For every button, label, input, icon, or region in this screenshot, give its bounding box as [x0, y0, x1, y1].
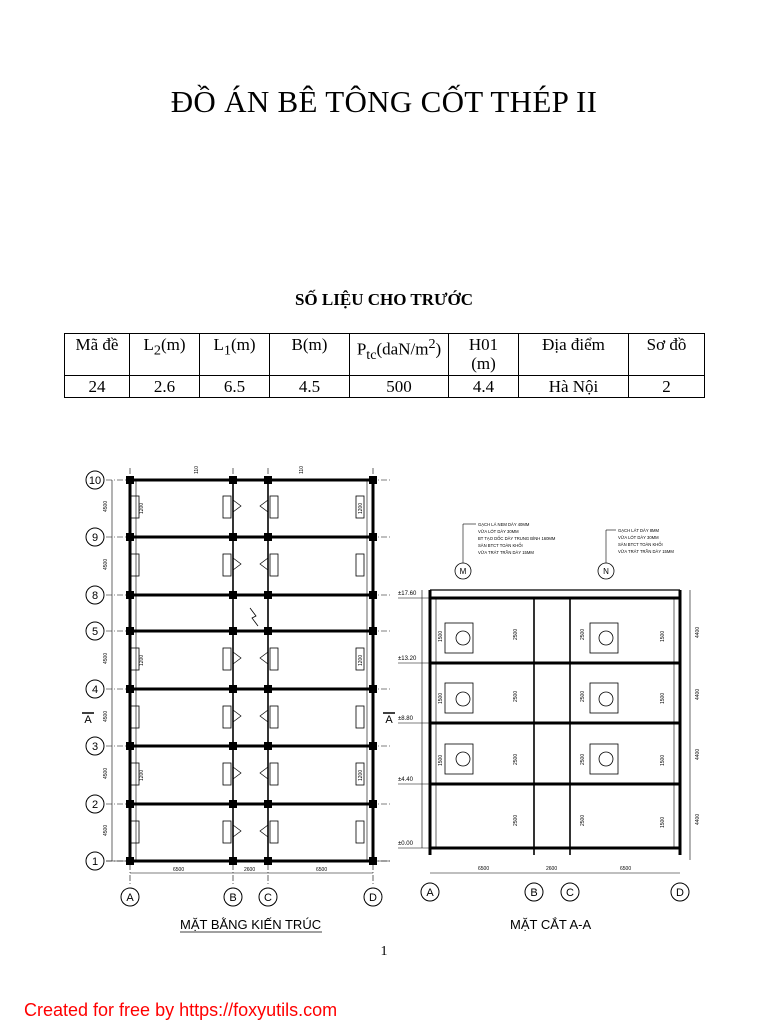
section-bubble-B: [525, 883, 543, 901]
grid-bubble-5: [86, 622, 104, 640]
svg-text:5: 5: [91, 626, 99, 638]
grid-bubble-10: [86, 471, 104, 489]
section-bubble-D: [671, 883, 689, 901]
svg-text:SÀN BTCT TOÀN KHỐI: SÀN BTCT TOÀN KHỐI: [618, 542, 663, 547]
section-bubble-A: [421, 883, 439, 901]
svg-text:B: B: [530, 887, 538, 899]
header-dia-diem: Địa điểm: [519, 334, 629, 376]
svg-text:1500: 1500: [660, 754, 666, 766]
cell-ma-de: 24: [65, 376, 130, 398]
header-l2: $L_2(m)$: [130, 334, 200, 376]
svg-text:D: D: [369, 892, 377, 904]
table-header-row: [65, 334, 705, 376]
svg-text:VỮA LÓT DÀY 30MM: VỮA LÓT DÀY 30MM: [618, 535, 659, 540]
plan-bay-dim: 4500: [103, 710, 109, 722]
svg-text:2500: 2500: [580, 690, 586, 702]
grid-bubble-3: [86, 737, 104, 755]
svg-text:A: A: [426, 887, 434, 899]
svg-text:C: C: [566, 887, 574, 899]
plan-bay-dim: 4500: [103, 558, 109, 570]
plan-window-dim: 1200: [358, 769, 364, 781]
cell-h01: 4.4: [449, 376, 519, 398]
grid-bubble-9: [86, 528, 104, 546]
svg-text:1500: 1500: [660, 630, 666, 642]
svg-text:2500: 2500: [513, 753, 519, 765]
header-b: B(m): [270, 334, 350, 376]
grid-bubble-A: [121, 888, 139, 906]
svg-text:VỮA TRÁT TRẦN DÀY 15MM: VỮA TRÁT TRẦN DÀY 15MM: [478, 550, 534, 555]
plan-window-dim: 1200: [139, 769, 145, 781]
svg-text:3: 3: [91, 741, 99, 753]
svg-text:±17.60: ±17.60: [398, 591, 417, 597]
plan-bay-dim: 4500: [103, 500, 109, 512]
marker-m: M: [459, 567, 467, 576]
cell-l1: 6.5: [200, 376, 270, 398]
svg-text:2: 2: [91, 799, 99, 811]
svg-text:±8.80: ±8.80: [398, 716, 413, 722]
header-h01: H01 (m): [449, 334, 519, 376]
svg-text:6500: 6500: [478, 866, 490, 872]
section-bubble-C: [561, 883, 579, 901]
plan-caption: MẶT BẰNG KIẾN TRÚC: [180, 917, 322, 932]
plan-dim-mid: 2600: [244, 867, 256, 873]
plan-dim-right: 6500: [316, 867, 328, 873]
svg-text:4400: 4400: [695, 748, 701, 760]
architectural-drawings: [0, 440, 768, 940]
plan-window-dim: 1200: [358, 502, 364, 514]
svg-text:1500: 1500: [438, 754, 444, 766]
svg-text:GẠCH LÁ NEM DÀY 40MM: GẠCH LÁ NEM DÀY 40MM: [478, 522, 530, 527]
svg-text:B: B: [229, 892, 237, 904]
legend-left: [478, 522, 556, 555]
svg-text:2600: 2600: [546, 866, 558, 872]
svg-text:D: D: [676, 887, 684, 899]
plan-bay-dim: 4500: [103, 652, 109, 664]
svg-text:1500: 1500: [438, 692, 444, 704]
svg-text:±0.00: ±0.00: [398, 841, 413, 847]
svg-text:BT TẠO DỐC DÀY TRUNG BÌNH 160M: BT TẠO DỐC DÀY TRUNG BÌNH 160MM: [478, 536, 556, 541]
svg-text:4400: 4400: [695, 813, 701, 825]
grid-bubble-2: [86, 795, 104, 813]
plan-drawing: [106, 468, 390, 885]
grid-bubble-B: [224, 888, 242, 906]
svg-text:9: 9: [91, 532, 99, 544]
svg-text:VỮA LÓT DÀY 30MM: VỮA LÓT DÀY 30MM: [478, 529, 519, 534]
svg-text:1500: 1500: [438, 630, 444, 642]
svg-text:GẠCH LÁT DÀY 8MM: GẠCH LÁT DÀY 8MM: [618, 528, 660, 533]
plan-bay-dim: 4500: [103, 824, 109, 836]
table-row: [65, 376, 705, 398]
cell-l2: 2.6: [130, 376, 200, 398]
section-mark-right: A: [385, 714, 393, 726]
footer-watermark[interactable]: Created for free by https://foxyutils.com: [24, 1000, 338, 1020]
svg-text:2500: 2500: [580, 814, 586, 826]
svg-text:10: 10: [88, 475, 102, 487]
grid-bubble-1: [86, 852, 104, 870]
svg-text:SÀN BTCT TOÀN KHỐI: SÀN BTCT TOÀN KHỐI: [478, 543, 523, 548]
document-title: ĐỒ ÁN BÊ TÔNG CỐT THÉP II: [170, 84, 598, 119]
cell-b: 4.5: [270, 376, 350, 398]
svg-text:4400: 4400: [695, 688, 701, 700]
svg-text:1500: 1500: [660, 692, 666, 704]
svg-text:4400: 4400: [695, 626, 701, 638]
input-data-table: [64, 333, 705, 398]
cell-dia-diem: Hà Nội: [519, 376, 629, 398]
svg-text:VỮA TRÁT TRẦN DÀY 15MM: VỮA TRÁT TRẦN DÀY 15MM: [618, 549, 674, 554]
plan-window-dim: 1200: [139, 502, 145, 514]
legend-right: [618, 528, 674, 554]
header-l1: $L_1(m)$: [200, 334, 270, 376]
grid-bubble-8: [86, 586, 104, 604]
grid-bubble-C: [259, 888, 277, 906]
svg-text:2500: 2500: [580, 628, 586, 640]
svg-text:2500: 2500: [513, 690, 519, 702]
header-ma-de: Mã đề: [65, 334, 130, 376]
plan-window-dim: 1200: [139, 654, 145, 666]
plan-beam-dim: 110: [194, 466, 200, 474]
svg-text:2500: 2500: [580, 753, 586, 765]
section-mark-left: A: [84, 714, 92, 726]
section-labels: [398, 522, 701, 872]
svg-text:6500: 6500: [620, 866, 632, 872]
svg-text:1500: 1500: [660, 816, 666, 828]
svg-text:C: C: [264, 892, 272, 904]
svg-text:2500: 2500: [513, 628, 519, 640]
section-subtitle: SỐ LIỆU CHO TRƯỚC: [294, 290, 474, 309]
svg-text:4: 4: [91, 684, 99, 696]
plan-dim-left: 6500: [173, 867, 185, 873]
cell-ptc: 500: [350, 376, 449, 398]
header-so-do: Sơ đồ: [629, 334, 705, 376]
grid-bubble-4: [86, 680, 104, 698]
svg-text:1: 1: [91, 856, 99, 868]
marker-n: N: [603, 567, 609, 576]
plan-bay-dim: 4500: [103, 767, 109, 779]
section-caption: MẶT CẮT A-A: [510, 917, 592, 932]
plan-beam-dim: 110: [299, 466, 305, 474]
svg-text:±4.40: ±4.40: [398, 777, 413, 783]
level-labels: [398, 591, 417, 847]
cell-so-do: 2: [629, 376, 705, 398]
svg-text:A: A: [126, 892, 134, 904]
page-number: 1: [380, 944, 388, 959]
svg-text:2500: 2500: [513, 814, 519, 826]
plan-window-dim: 1200: [358, 654, 364, 666]
grid-bubble-D: [364, 888, 382, 906]
header-ptc: $P_{tc}(daN/m^2)$: [350, 334, 449, 376]
svg-text:±13.20: ±13.20: [398, 656, 417, 662]
section-grid-bubbles: [421, 883, 689, 901]
svg-text:8: 8: [91, 590, 99, 602]
